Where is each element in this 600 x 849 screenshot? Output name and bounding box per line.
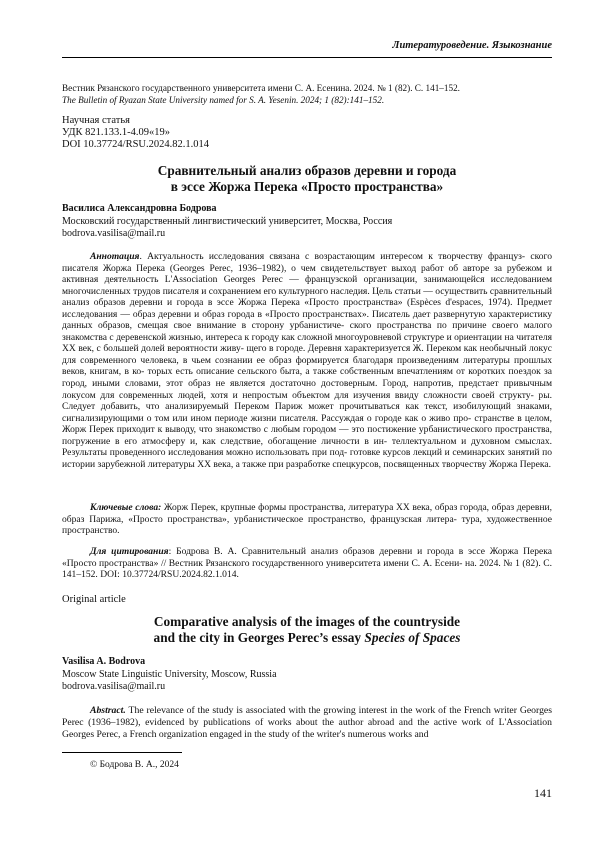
author-name-en: Vasilisa A. Bodrova: [62, 656, 146, 667]
abstract-en-line: L'Association Georges Perec, a French organization engaged in the study of the writer's numerous works and: [62, 716, 552, 740]
abstract-en-line: Georges Perec (1936–1982), evidenced by publications of works about the author abroad and the active work of: [62, 705, 552, 728]
abstract-ru-line: странстве в целом, Жорж Перек приходит к выводу, что знакомство с любым городом — это постижение: [62, 412, 552, 436]
abstract-ru-line: в чьем сознании ее образ формируется благодаря произведениям литературы прошлых веков, книгам, в ко-: [62, 354, 553, 378]
page-number: 141: [534, 786, 552, 800]
doi: DOI 10.37724/RSU.2024.82.1.014: [62, 139, 210, 150]
abstract-en-label: Abstract.: [90, 705, 126, 716]
title-ru-line1: Сравнительный анализ образов деревни и города: [157, 163, 457, 178]
author-email-en[interactable]: bodrova.vasilisa@mail.ru: [62, 681, 166, 692]
author-affiliation-en: Moscow State Linguistic University, Moscow, Russia: [62, 669, 277, 680]
abstract-ru-line: урбанистического пространства, погружение в его атмосферу и, как следствие, обогащение личности в ин-: [62, 424, 552, 447]
abstract-ru-label: Аннотация: [90, 251, 140, 262]
abstract-ru-line: Писатель дает развернутую характеристику данных образов, смещая свое внимание в сторону урбанистиче-: [62, 308, 552, 332]
abstract-en: [62, 705, 552, 740]
article-type-en: Original article: [62, 594, 126, 605]
author-affiliation-ru: Московский государственный лингвистический университет, Москва, Россия: [62, 216, 393, 227]
udk: УДК 821.133.1-4.09«19»: [62, 127, 171, 138]
abstract-ru-line: (Espèces d'espaces, 1974). Предмет исследования — образ деревни и образ города в «Просто пространствах».: [62, 297, 553, 320]
title-en-line1: Comparative analysis of the images of the countryside: [153, 614, 461, 629]
abstract-ru-line: ры. Следует добавить, что анализируемый Переком Париж может прочитываться как текст, изобилующий: [62, 389, 552, 413]
header-rule: [62, 57, 552, 58]
citation-line-ru: Вестник Рязанского государственного университета имени С. А. Есенина. 2024. № 1 (82). С. 141–152.: [62, 83, 460, 93]
abstract-ru-line: рубежом и активная деятельность L'Association Georges Perec — французской организации, занимающейся: [62, 262, 552, 286]
abstract-ru-line: ского писателя Жоржа Перека (Georges Perec, 1936–1982), о чем свидетельствует выход работ об авторе за: [62, 251, 553, 274]
keywords-ru-line: образ деревни, образ Парижа, «Просто пространства», урбанистическое пространство, французская литера-: [62, 502, 552, 525]
author-name-ru: Василиса Александровна Бодрова: [62, 203, 217, 214]
abstract-ru-line: осуществить сравнительный анализ образов деревни и города в эссе Жоржа Перека «Просто пространства»: [62, 285, 552, 309]
cite-as-ru-line: : Бодрова В. А. Сравнительный анализ образов деревни и города в эссе Жоржа: [168, 546, 519, 557]
keywords-ru: [62, 502, 552, 537]
keywords-ru-line: тура, художественное пространство.: [62, 513, 553, 537]
copyright-footnote: © Бодрова В. А., 2024: [90, 760, 179, 770]
keywords-ru-label: Ключевые слова:: [90, 502, 162, 513]
keywords-ru-line: Жорж Перек, крупные формы пространства, литература XX века, образ города,: [161, 502, 490, 513]
cite-as-ru: [62, 546, 552, 581]
abstract-ru-line: щего в городе. Деревня характеризуется Ж. Переком как необычный локус для современного человека,: [62, 343, 552, 366]
title-en-line2-text: and the city in Georges Perec’s essay: [153, 630, 365, 645]
title-ru-line2: в эссе Жоржа Перека «Просто пространства»: [170, 179, 444, 194]
journal-section-header: Литературоведение. Языкознание: [392, 40, 552, 51]
cite-as-ru-line: Перека «Просто пространства» // Вестник Рязанского государственного университета имени С. А. Есени-: [62, 546, 552, 569]
cite-as-ru-label: Для цитирования: [90, 546, 169, 557]
abstract-ru-line: исследованием многочисленных трудов писателя и сохранением его культурного наследия. Цель статьи —: [62, 274, 552, 297]
citation-line-en: The Bulletin of Ryazan State University named for S. A. Yesenin. 2024; 1 (82):141–152.: [62, 95, 385, 105]
abstract-en-line: The relevance of the study is associated with the growing interest in the work of the French writer: [125, 705, 517, 716]
abstract-ru-line: . Актуальность исследования связана с возрастающим интересом к творчеству француз-: [139, 251, 526, 262]
cite-as-ru-line: на. 2024. № 1 (82). С. 141–152. DOI: 10.37724/RSU.2024.82.1.014.: [62, 557, 553, 581]
abstract-ru-line: иными словами, этот образ не является достаточно достоверным. Город, напротив, предстает привычным: [92, 378, 552, 390]
footnote-rule: [62, 752, 182, 753]
article-type: Научная статья: [62, 115, 130, 126]
abstract-ru-line: теллектуальном и духовном смыслах. Результаты проведенного исследования можно использовать при под-: [62, 435, 552, 459]
abstract-ru-line: сложной многоуровневой структуре и ориентации на читателя XX век, с большей долей вероятности живу-: [62, 331, 553, 355]
abstract-ru-line: локусом для современных людей, хотя и непростым объектом для изучения ввиду сложности своей структу-: [62, 389, 534, 401]
title-en-line2: [62, 630, 552, 646]
author-email-ru[interactable]: bodrova.vasilisa@mail.ru: [62, 228, 166, 239]
abstract-ru-line: готовке курсов лекций и семинарских занятий по истории зарубежной литературы XX века, а также при: [62, 447, 552, 470]
abstract-ru-line: ского пространства по причине своего малого знакомства с деревенской жизнью, интереса к городу как: [62, 320, 553, 343]
title-en-italic: Species of Spaces: [364, 630, 461, 645]
abstract-ru-line: разработке спецкурсов, посвященных творчеству Жоржа Перека.: [285, 458, 551, 470]
abstract-ru-line: знаками, сигнализирующими о том или ином периоде жизни писателя. Рассуждая о городе как о живо про-: [62, 401, 552, 424]
abstract-ru-line: торых есть описание сельского быта, а также собственным впечатлениям от коротких поездок за город,: [62, 366, 553, 390]
abstract-ru: [62, 251, 552, 470]
